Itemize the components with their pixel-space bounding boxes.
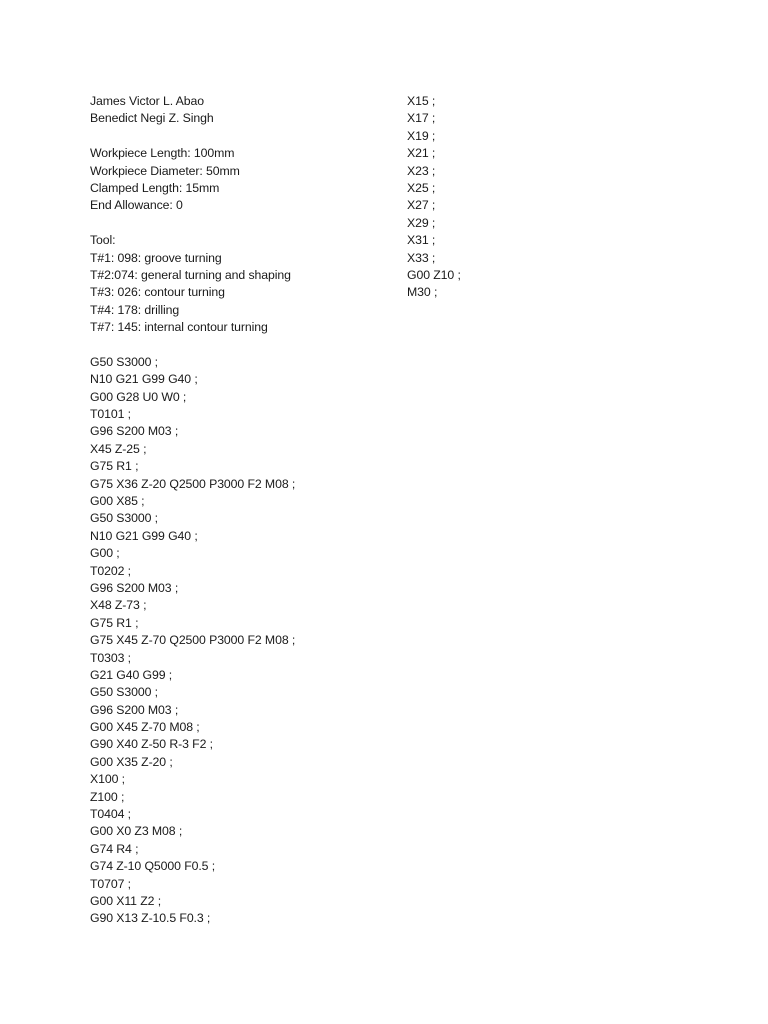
text-line: G75 X45 Z-70 Q2500 P3000 F2 M08 ;: [90, 633, 296, 648]
text-line: T#3: 026: contour turning: [90, 285, 225, 300]
text-line: G00 ;: [90, 546, 120, 561]
left-text-column: [90, 93, 390, 928]
text-line: X27 ;: [407, 198, 436, 213]
text-line: X23 ;: [407, 163, 436, 178]
text-line: Clamped Length: 15mm: [90, 180, 220, 195]
text-line: G96 S200 M03 ;: [90, 424, 179, 439]
text-line: X25 ;: [407, 180, 436, 195]
text-line: Workpiece Diameter: 50mm: [90, 163, 240, 178]
text-line: G90 X40 Z-50 R-3 F2 ;: [90, 737, 213, 752]
text-line: X45 Z-25 ;: [90, 441, 147, 456]
text-line: T#1: 098: groove turning: [90, 250, 222, 265]
text-line: Tool:: [90, 233, 116, 248]
text-line: T#7: 145: internal contour turning: [90, 320, 268, 335]
text-line: G75 R1 ;: [90, 615, 139, 630]
text-line: G50 S3000 ;: [90, 511, 158, 526]
text-line: G00 X11 Z2 ;: [90, 893, 162, 908]
text-line: N10 G21 G99 G40 ;: [90, 528, 198, 543]
text-line: [90, 128, 390, 145]
text-line: X100 ;: [90, 772, 125, 787]
text-line: T#2:074: general turning and shaping: [90, 267, 291, 282]
text-line: X29 ;: [407, 215, 436, 230]
right-text-column: [407, 93, 527, 302]
text-line: G75 R1 ;: [90, 459, 139, 474]
text-line: X31 ;: [407, 233, 436, 248]
text-line: G00 X35 Z-20 ;: [90, 754, 173, 769]
text-line: G00 X45 Z-70 M08 ;: [90, 720, 200, 735]
text-line: X21 ;: [407, 146, 436, 161]
text-line: N10 G21 G99 G40 ;: [90, 372, 198, 387]
text-line: G96 S200 M03 ;: [90, 702, 179, 717]
text-line: G50 S3000 ;: [90, 685, 158, 700]
text-line: End Allowance: 0: [90, 198, 183, 213]
text-line: X19 ;: [407, 128, 436, 143]
text-line: T0101 ;: [90, 407, 132, 422]
text-line: G74 R4 ;: [90, 841, 139, 856]
text-line: T0707 ;: [90, 876, 132, 891]
text-line: M30 ;: [407, 285, 438, 300]
text-line: T#4: 178: drilling: [90, 302, 180, 317]
text-line: X33 ;: [407, 250, 436, 265]
text-line: James Victor L. Abao: [90, 94, 204, 108]
text-line: T0303 ;: [90, 650, 132, 665]
text-line: [90, 336, 390, 353]
text-line: G90 X13 Z-10.5 F0.3 ;: [90, 911, 211, 926]
text-line: X48 Z-73 ;: [90, 598, 147, 613]
text-line: G50 S3000 ;: [90, 354, 158, 369]
text-line: X15 ;: [407, 94, 436, 108]
text-line: G96 S200 M03 ;: [90, 580, 179, 595]
text-line: G75 X36 Z-20 Q2500 P3000 F2 M08 ;: [90, 476, 296, 491]
text-line: G00 Z10 ;: [407, 267, 461, 282]
text-line: Benedict Negi Z. Singh: [90, 111, 214, 126]
text-line: T0202 ;: [90, 563, 132, 578]
text-line: G21 G40 G99 ;: [90, 667, 173, 682]
text-line: X17 ;: [407, 111, 436, 126]
text-line: G00 X85 ;: [90, 493, 145, 508]
text-line: G00 G28 U0 W0 ;: [90, 389, 187, 404]
text-line: T0404 ;: [90, 807, 132, 822]
text-line: [90, 215, 390, 232]
text-line: Z100 ;: [90, 789, 125, 804]
text-line: G74 Z-10 Q5000 F0.5 ;: [90, 859, 216, 874]
text-line: Workpiece Length: 100mm: [90, 146, 235, 161]
text-line: G00 X0 Z3 M08 ;: [90, 824, 183, 839]
